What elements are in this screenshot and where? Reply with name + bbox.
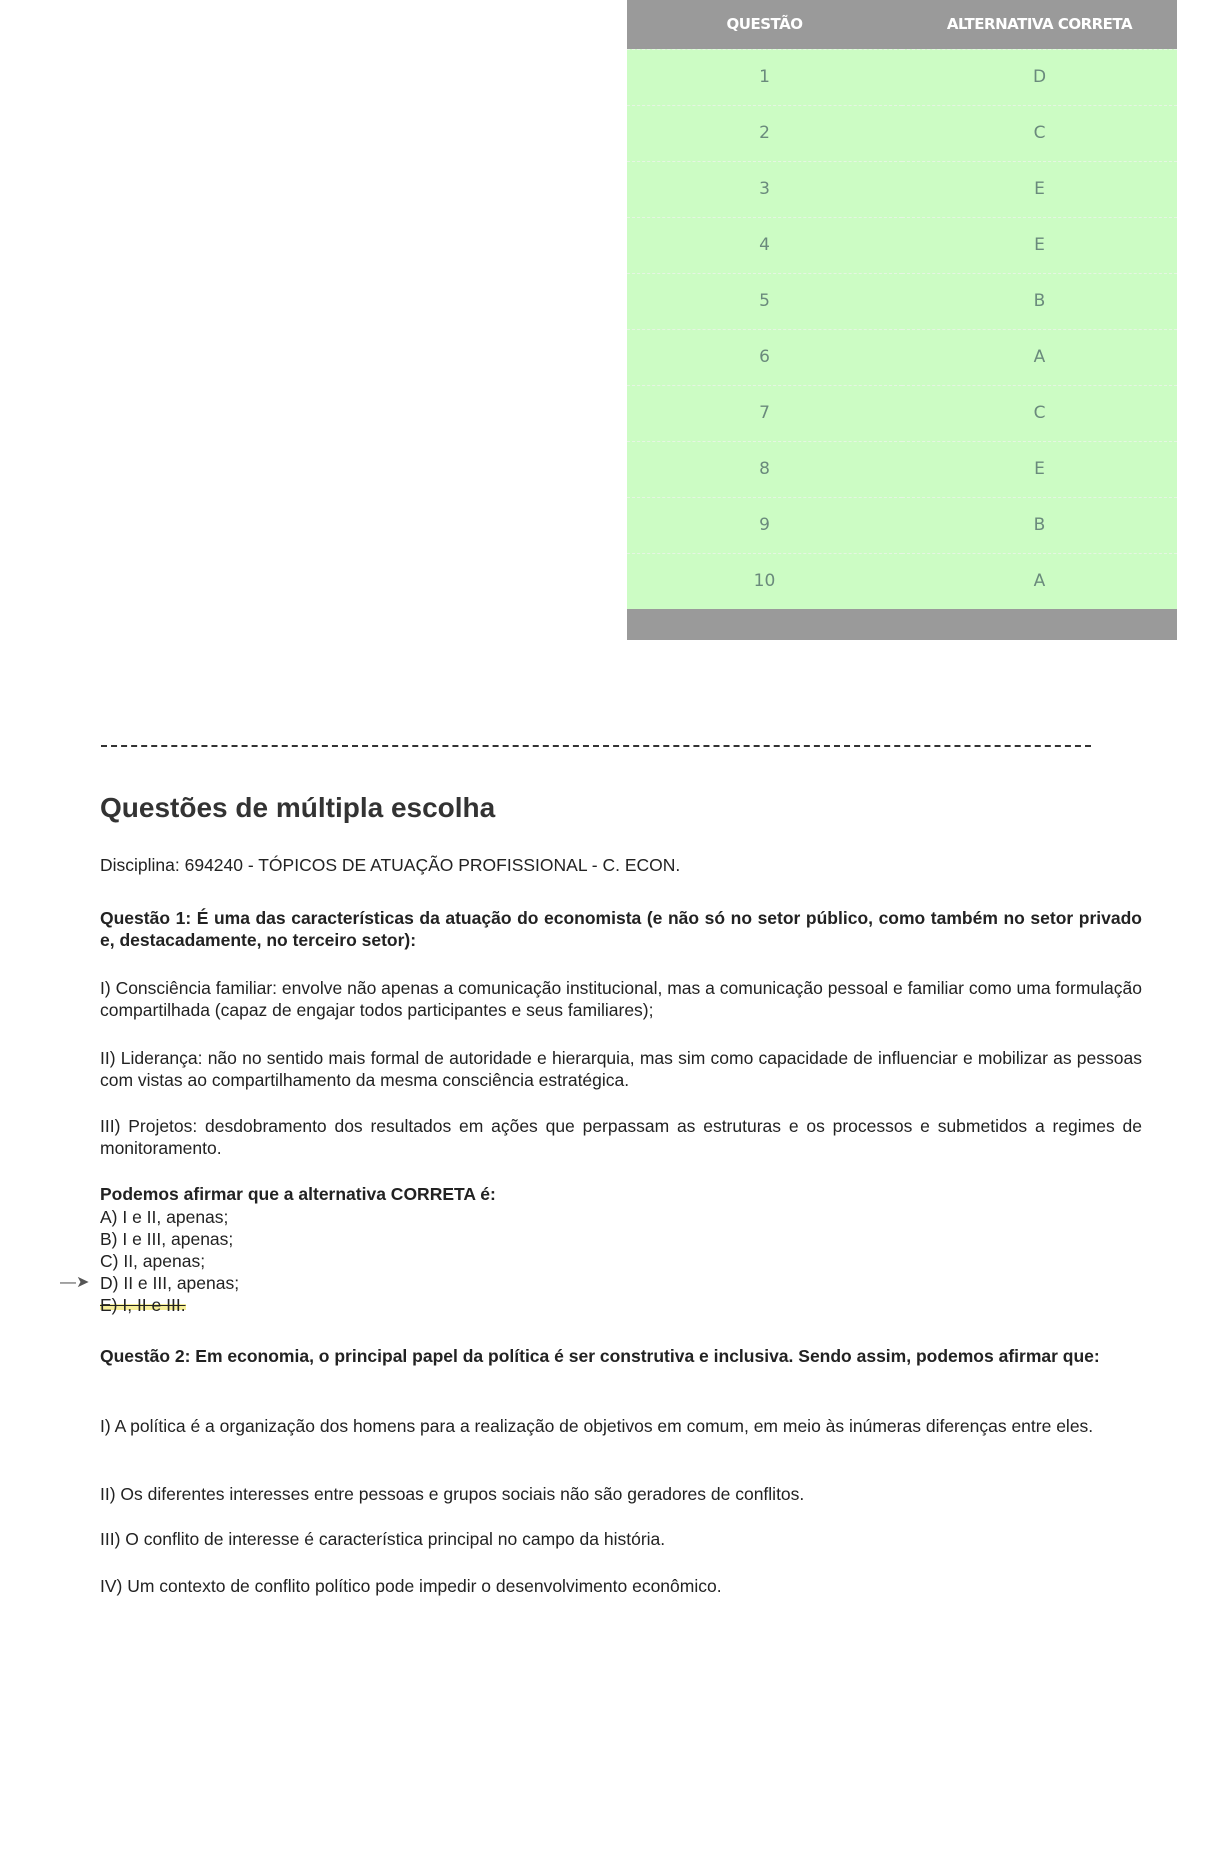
answer-cell: C (902, 385, 1177, 441)
q1-statement-2: II) Liderança: não no sentido mais formal de autoridade e hierarquia, mas sim como capacidade de influenciar e mobilizar as pessoas com vistas ao compartilhamento da mesma consciência estratégica. (100, 1048, 1142, 1090)
q1-prompt: Podemos afirmar que a alternativa CORRETA é: (100, 1184, 496, 1204)
option-b: B) I e III, apenas; (100, 1229, 234, 1249)
option-d-row (60, 1272, 1142, 1294)
table-row (627, 385, 1177, 441)
question-number-cell: 8 (627, 441, 902, 497)
table-row (627, 441, 1177, 497)
table-row (627, 273, 1177, 329)
answer-cell: D (902, 49, 1177, 105)
question-number-cell: 6 (627, 329, 902, 385)
question-number-cell: 10 (627, 553, 902, 609)
table-row (627, 105, 1177, 161)
header-correct-answer: ALTERNATIVA CORRETA (902, 0, 1177, 49)
header-question: QUESTÃO (627, 0, 902, 49)
answer-cell: E (902, 161, 1177, 217)
q1-options (60, 1206, 1142, 1316)
question-1-title: Questão 1: É uma das características da atuação do economista (e não só no setor público, como também no setor privado e, destacadamente, no terceiro setor): (100, 908, 1142, 950)
answer-cell: B (902, 273, 1177, 329)
question-number-cell: 7 (627, 385, 902, 441)
dashed-separator (101, 745, 1091, 747)
question-2-title: Questão 2: Em economia, o principal papel da política é ser construtiva e inclusiva. Sendo assim, podemos afirmar que: (100, 1346, 1100, 1366)
question-number-cell: 3 (627, 161, 902, 217)
table-footer (627, 609, 902, 640)
table-row (627, 553, 1177, 609)
handwritten-arrow-icon: —➤ (60, 1274, 90, 1291)
option-e: E) I, II e III. (100, 1295, 186, 1315)
question-number-cell: 9 (627, 497, 902, 553)
question-number-cell: 1 (627, 49, 902, 105)
table-row (627, 161, 1177, 217)
table-row (627, 217, 1177, 273)
table-row (627, 329, 1177, 385)
q1-statement-1: I) Consciência familiar: envolve não apenas a comunicação institucional, mas a comunicação pessoal e familiar como uma formulação compartilhada (capaz de engajar todos participantes e seus familiares); (100, 978, 1142, 1020)
answer-cell: B (902, 497, 1177, 553)
question-number-cell: 5 (627, 273, 902, 329)
answer-cell: E (902, 217, 1177, 273)
option-c: C) II, apenas; (100, 1251, 206, 1271)
answer-cell: C (902, 105, 1177, 161)
answer-cell: A (902, 329, 1177, 385)
answer-cell: E (902, 441, 1177, 497)
q2-statement-2: II) Os diferentes interesses entre pessoas e grupos sociais não são geradores de conflitos. (100, 1484, 805, 1504)
q2-statement-4: IV) Um contexto de conflito político pode impedir o desenvolvimento econômico. (100, 1576, 722, 1596)
option-a: A) I e II, apenas; (100, 1207, 229, 1227)
question-number-cell: 4 (627, 217, 902, 273)
q2-statement-3: III) O conflito de interesse é característica principal no campo da história. (100, 1529, 666, 1549)
discipline: Disciplina: 694240 - TÓPICOS DE ATUAÇÃO PROFISSIONAL - C. ECON. (100, 855, 681, 875)
page-title: Questões de múltipla escolha (100, 792, 496, 823)
q1-statement-3: III) Projetos: desdobramento dos resultados em ações que perpassam as estruturas e os processos e submetidos a regimes de monitoramento. (100, 1116, 1142, 1158)
answer-key-table (627, 0, 1177, 640)
answer-cell: A (902, 553, 1177, 609)
question-number-cell: 2 (627, 105, 902, 161)
q2-statement-1: I) A política é a organização dos homens para a realização de objetivos em comum, em meio às inúmeras diferenças entre eles. (100, 1416, 1094, 1436)
option-e-row (100, 1294, 1142, 1316)
option-d: D) II e III, apenas; (100, 1273, 240, 1293)
table-row (627, 49, 1177, 105)
table-row (627, 497, 1177, 553)
